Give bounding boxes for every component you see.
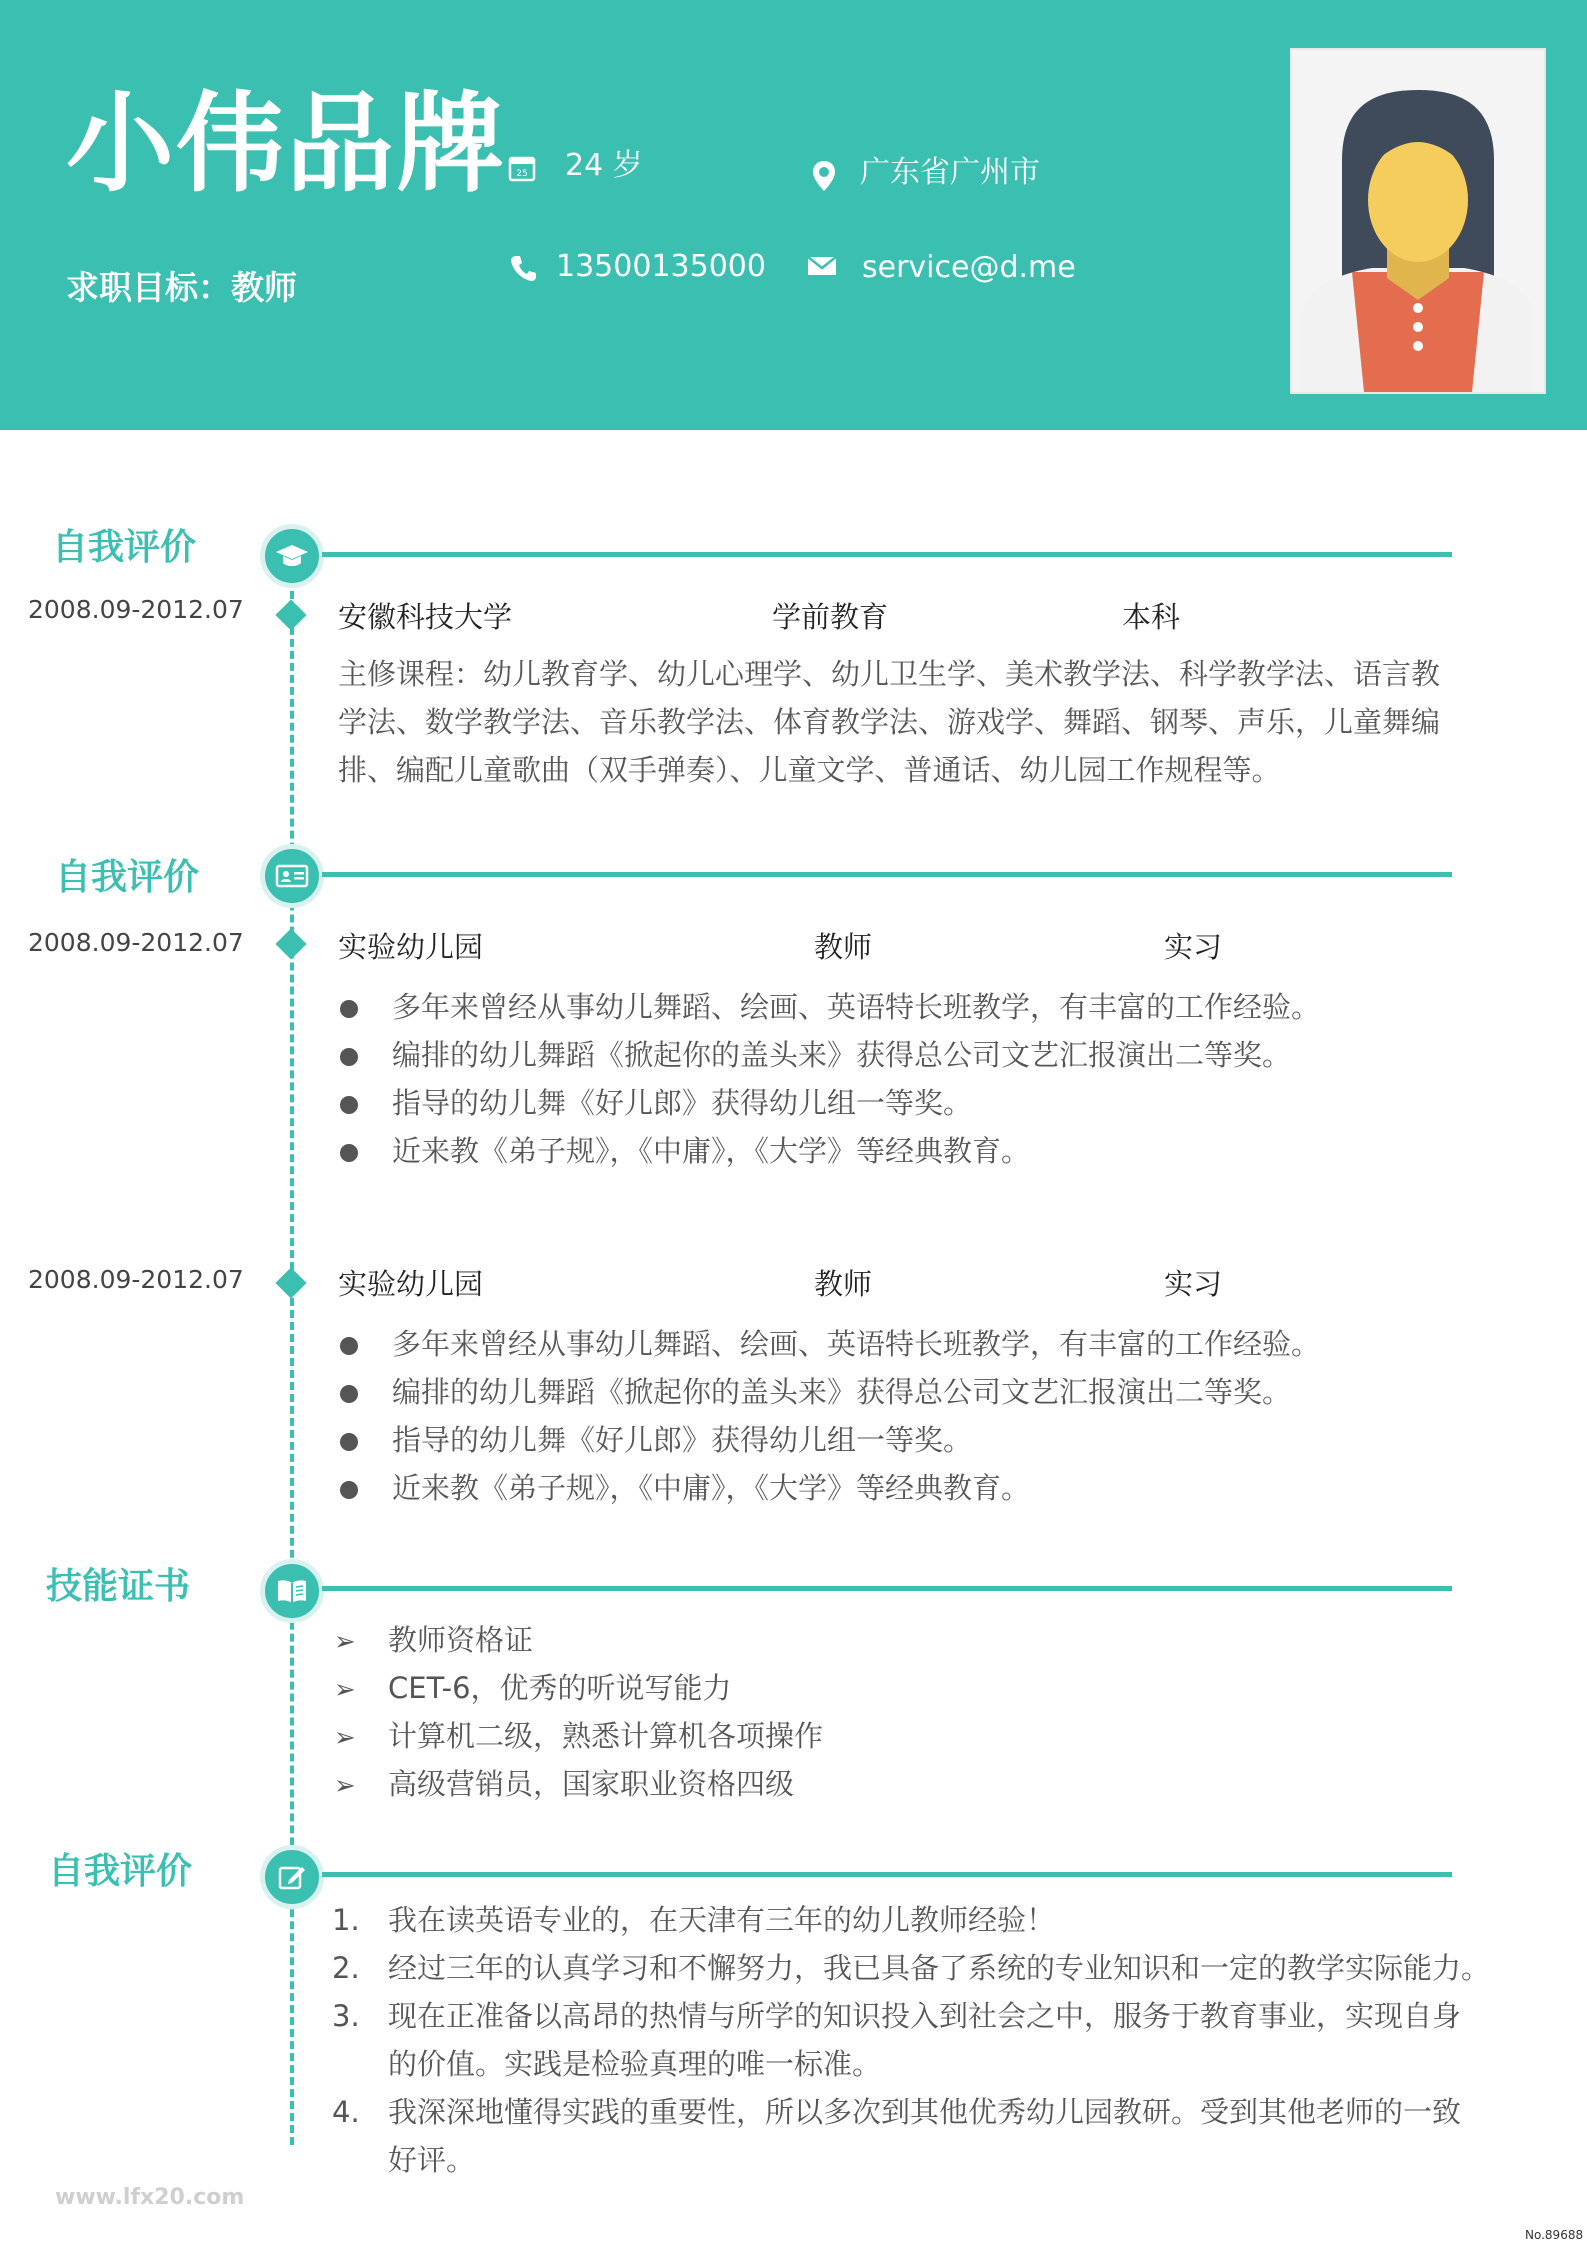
employer-name: 实验幼儿园 [338,930,484,964]
education-date: 2008.09-2012.07 [28,595,244,624]
list-number: 3. [332,1999,360,2033]
arrow-bullet-icon: ➢ [334,1627,356,1657]
mail-icon [804,248,840,284]
age-text: 24 岁 [565,148,643,183]
job-role: 教师 [814,1267,873,1301]
location-pin-icon [806,158,842,194]
major-name: 学前教育 [772,600,889,634]
self-eval-line: 现在正准备以高昂的热情与所学的知识投入到社会之中，服务于教育事业，实现自身 [388,1999,1462,2033]
experience-item: 多年来曾经从事幼儿舞蹈、绘画、英语特长班教学，有丰富的工作经验。 [392,1327,1321,1361]
job-objective: 求职目标：教师 [66,268,297,307]
bullet-dot [340,1481,358,1499]
school-name: 安徽科技大学 [338,600,513,634]
job-type: 实习 [1164,930,1223,964]
bullet-dot [340,1385,358,1403]
skill-item: 教师资格证 [388,1623,534,1657]
timeline-marker [275,1267,306,1298]
timeline-marker [275,928,306,959]
self-eval-line: 经过三年的认真学习和不懈努力，我已具备了系统的专业知识和一定的教学实际能力。 [388,1951,1491,1985]
section-divider [322,552,1452,557]
self-eval-line: 我在读英语专业的，在天津有三年的幼儿教师经验！ [388,1903,1056,1937]
self-eval-line: 我深深地懂得实践的重要性，所以多次到其他优秀幼儿园教研。受到其他老师的一致 [388,2095,1462,2129]
bullet-dot [340,1144,358,1162]
experience-item: 近来教《弟子规》，《中庸》，《大学》等经典教育。 [392,1471,1031,1505]
self-eval-line: 的价值。实践是检验真理的唯一标准。 [388,2047,882,2081]
svg-text:25: 25 [516,169,528,179]
section-divider [322,872,1452,877]
watermark: www.lfx20.com [55,2185,245,2210]
experience-date: 2008.09-2012.07 [28,1265,244,1294]
book-icon [260,1559,324,1623]
location-text: 广东省广州市 [860,155,1040,190]
bullet-dot [340,1096,358,1114]
course-description: 主修课程：幼儿教育学、幼儿心理学、幼儿卫生学、美术教学法、科学教学法、语言教学法、数学教学法、音乐教学法、体育教学法、游戏学、舞蹈、钢琴、声乐，儿童舞编排、编配儿童歌曲（双手弹奏）、儿童文学、普通话、幼儿园工作规程等。 [338,657,1441,787]
job-role: 教师 [814,930,873,964]
section-divider [322,1872,1452,1877]
arrow-bullet-icon: ➢ [334,1723,356,1753]
id-card-icon [260,844,324,908]
arrow-bullet-icon: ➢ [334,1675,356,1705]
skill-item: 计算机二级，熟悉计算机各项操作 [388,1719,824,1753]
bullet-dot [340,1048,358,1066]
experience-item: 近来教《弟子规》，《中庸》，《大学》等经典教育。 [392,1134,1031,1168]
bullet-dot [340,1433,358,1451]
section-divider [322,1586,1452,1591]
phone-icon [506,250,542,286]
edit-icon [260,1845,324,1909]
experience-date: 2008.09-2012.07 [28,928,244,957]
section-title-self-eval: 自我评价 [48,1851,193,1892]
calendar-icon [504,150,540,186]
section-title-education: 自我评价 [52,527,197,568]
skill-item: 高级营销员，国家职业资格四级 [388,1767,795,1801]
list-number: 4. [332,2095,360,2129]
bullet-dot [340,1337,358,1355]
self-eval-line: 好评。 [388,2143,476,2177]
section-title-experience: 自我评价 [55,857,200,898]
experience-item: 编排的幼儿舞蹈《掀起你的盖头来》获得总公司文艺汇报演出二等奖。 [392,1038,1292,1072]
experience-item: 编排的幼儿舞蹈《掀起你的盖头来》获得总公司文艺汇报演出二等奖。 [392,1375,1292,1409]
experience-item: 指导的幼儿舞《好儿郎》获得幼儿组一等奖。 [392,1086,973,1120]
arrow-bullet-icon: ➢ [334,1771,356,1801]
bullet-dot [340,1000,358,1018]
degree-name: 本科 [1122,600,1181,634]
experience-item: 多年来曾经从事幼儿舞蹈、绘画、英语特长班教学，有丰富的工作经验。 [392,990,1321,1024]
zigzag-edge [0,418,1587,448]
document-number: No.89688 [1525,2228,1584,2242]
experience-item: 指导的幼儿舞《好儿郎》获得幼儿组一等奖。 [392,1423,973,1457]
section-title-skills: 技能证书 [46,1566,191,1607]
phone-text: 13500135000 [556,249,766,284]
employer-name: 实验幼儿园 [338,1267,484,1301]
candidate-name: 小伟品牌 [66,82,507,207]
timeline-marker [275,599,306,630]
profile-avatar [1290,48,1546,394]
job-type: 实习 [1164,1267,1223,1301]
list-number: 2. [332,1951,360,1985]
graduation-cap-icon [260,524,324,588]
skill-item: CET-6，优秀的听说写能力 [388,1671,732,1705]
list-number: 1. [332,1903,360,1937]
email-text: service@d.me [862,250,1076,285]
